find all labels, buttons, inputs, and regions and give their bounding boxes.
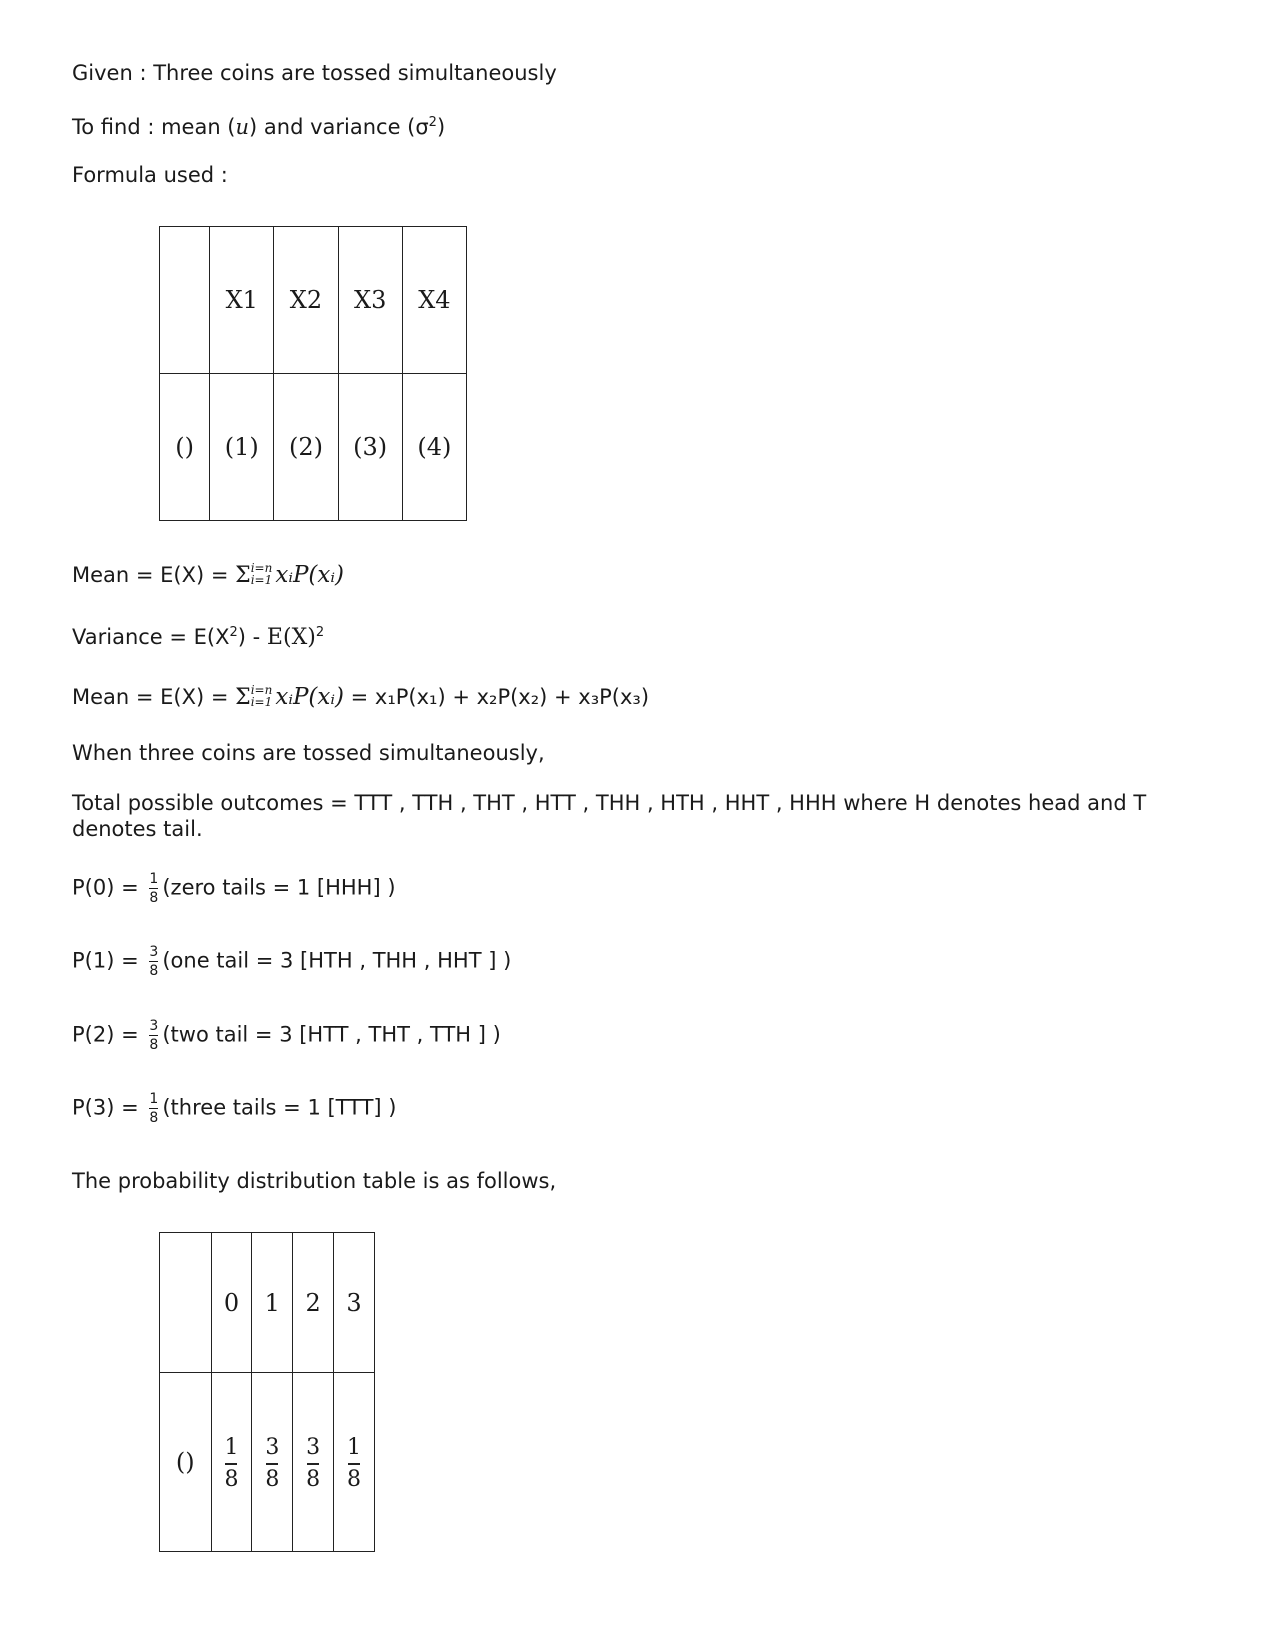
table2-header-cell: 2 <box>293 1233 334 1373</box>
table1-header-cell: X4 <box>402 227 466 374</box>
variable-table <box>159 226 467 521</box>
table2-row-label: () <box>160 1373 212 1552</box>
table2-fraction-cell: $\frac{3}{8}$ <box>293 1373 334 1552</box>
table1-header-cell: X2 <box>274 227 338 374</box>
table1-header-cell: X3 <box>338 227 402 374</box>
table1-cell: (1) <box>210 374 274 521</box>
prob-line-1: P(1) = $\frac{3}{8}$ (one tail = 3 [HTH , THH , HHT ] ) <box>72 944 512 979</box>
table1-cell: (3) <box>338 374 402 521</box>
table2-fraction-cell: $\frac{1}{8}$ <box>211 1373 252 1552</box>
table1-row-label: () <box>160 374 210 521</box>
mean-formula: Mean = E(X) = Σ i=n i=1 xᵢP(xᵢ) <box>72 561 344 588</box>
given-text: Given : Three coins are tossed simultaneously <box>72 61 557 85</box>
outcomes-text: Total possible outcomes = TTT , TTH , THT , HTT , THH , HTH , HHT , HHH where H denotes head and T denotes tail. <box>72 791 1147 841</box>
table1-cell: (2) <box>274 374 338 521</box>
prob-line-2: P(2) = $\frac{3}{8}$ (two tail = 3 [HTT , THT , TTH ] ) <box>72 1018 501 1053</box>
distribution-intro: The probability distribution table is as follows, <box>72 1169 557 1193</box>
fraction: $\frac{3}{8}$ <box>149 944 159 979</box>
fraction: $\frac{1}{8}$ <box>149 871 159 906</box>
table2-fraction-cell: $\frac{1}{8}$ <box>334 1373 375 1552</box>
prob-line-0: P(0) = $\frac{1}{8}$ (zero tails = 1 [HHH] ) <box>72 871 396 906</box>
table1-cell: (4) <box>402 374 466 521</box>
mu-symbol: u <box>235 115 250 139</box>
sigma-symbol: Σ <box>235 563 251 588</box>
formula-used-heading: Formula used : <box>72 163 228 187</box>
when-text: When three coins are tossed simultaneously, <box>72 741 545 765</box>
to-find-text: To find : mean (u) and variance $(\sigma^2)$ <box>72 115 446 139</box>
variance-formula: Variance = $E(X^2) - E(X)^2$ <box>72 625 325 650</box>
prob-line-3: P(3) = $\frac{1}{8}$ (three tails = 1 [TTT] ) <box>72 1091 397 1126</box>
sum-limits: i=n i=1 <box>250 561 273 587</box>
fraction: $\frac{1}{8}$ <box>149 1091 159 1126</box>
mean-expansion: Mean = E(X) = Σ i=n i=1 xᵢP(xᵢ) = x₁P(x₁) + x₂P(x₂) + x₃P(x₃) <box>72 683 650 710</box>
table2-header-cell <box>160 1233 212 1373</box>
probability-distribution-table <box>159 1232 375 1552</box>
fraction: $\frac{3}{8}$ <box>149 1018 159 1053</box>
table1-header-cell <box>160 227 210 374</box>
table1-header-cell: X1 <box>210 227 274 374</box>
table2-header-cell: 1 <box>252 1233 293 1373</box>
table2-header-cell: 0 <box>211 1233 252 1373</box>
table2-header-cell: 3 <box>334 1233 375 1373</box>
table2-fraction-cell: $\frac{3}{8}$ <box>252 1373 293 1552</box>
sum-term: xᵢP(xᵢ) <box>275 562 344 588</box>
